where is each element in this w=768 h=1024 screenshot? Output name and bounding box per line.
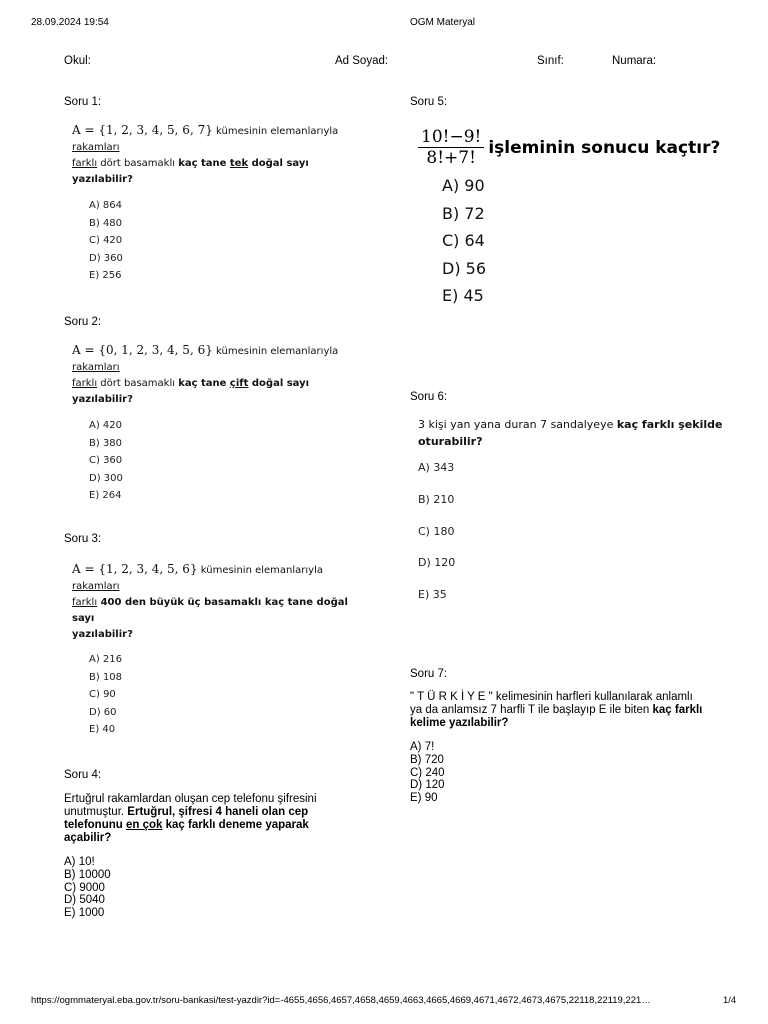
option-e: E) 264 <box>89 490 122 501</box>
question-6 <box>418 416 738 611</box>
question-5 <box>418 127 738 310</box>
set-expression: A = {1, 2, 3, 4, 5, 6} <box>72 562 198 576</box>
print-datetime: 28.09.2024 19:54 <box>31 17 109 28</box>
question-1 <box>72 122 372 285</box>
fraction-expression <box>418 127 484 168</box>
question-1-text: A = {1, 2, 3, 4, 5, 6, 7} kümesinin elemanlarıyla rakamları farklı dört basamaklı kaç tane tek doğal sayı yazılabilir? <box>72 123 339 185</box>
option-a: A) 216 <box>89 654 123 665</box>
school-label: Okul: <box>64 55 91 67</box>
question-4-options <box>64 856 364 920</box>
option-d: D) 360 <box>89 252 123 264</box>
question-7-label: Soru 7: <box>410 668 448 680</box>
question-2-text: A = {0, 1, 2, 3, 4, 5, 6} kümesinin elemanlarıyla rakamları farklı dört basamaklı kaç tane çift doğal sayı yazılabilir? <box>72 343 339 405</box>
question-4-label: Soru 4: <box>64 769 102 781</box>
question-6-label: Soru 6: <box>410 391 448 403</box>
option-b: B) 108 <box>89 671 123 683</box>
question-2-label: Soru 2: <box>64 316 102 328</box>
option-e: E) 1000 <box>64 907 105 920</box>
question-4 <box>64 793 364 920</box>
question-7-text: " T Ü R K İ Y E " kelimesinin harfleri kullanılarak anlamlı ya da anlamsız 7 harfli T ile başlayıp E ile biten kaç farklı kelime yazılabilir? <box>410 691 703 729</box>
option-b: B) 210 <box>418 492 455 506</box>
number-label: Numara: <box>612 55 657 67</box>
question-3-options <box>89 651 372 739</box>
option-c: C) 90 <box>89 689 116 700</box>
option-b: B) 720 <box>410 753 444 766</box>
option-c: C) 180 <box>418 524 455 538</box>
site-title: OGM Materyal <box>410 17 476 28</box>
option-d: D) 56 <box>442 258 487 278</box>
name-label: Ad Soyad: <box>335 55 389 67</box>
question-7-options <box>410 741 740 805</box>
option-b: B) 380 <box>89 437 123 449</box>
option-a: A) 90 <box>442 176 485 195</box>
option-d: D) 120 <box>410 779 445 792</box>
question-1-options <box>89 197 372 285</box>
question-1-label: Soru 1: <box>64 96 102 108</box>
footer-url: https://ogmmateryal.eba.gov.tr/soru-bankasi/test-yazdir?id=-4655,4656,4657,4658,4659,4663,4665,4669,4671,4672,4673,4675,22118,22119,221… <box>31 995 651 1006</box>
fraction-numerator: 10!−9! <box>418 127 484 148</box>
option-b: B) 10000 <box>64 868 111 881</box>
question-3 <box>72 561 372 739</box>
option-a: A) 864 <box>89 200 123 211</box>
question-3-label: Soru 3: <box>64 533 102 545</box>
option-c: C) 64 <box>442 231 485 250</box>
question-6-text: 3 kişi yan yana duran 7 sandalyeye kaç farklı şekilde oturabilir? <box>418 418 723 448</box>
option-d: D) 60 <box>89 706 117 718</box>
option-a: A) 7! <box>410 741 435 753</box>
option-a: A) 10! <box>64 856 95 868</box>
option-c: C) 360 <box>89 455 123 466</box>
option-e: E) 256 <box>89 270 122 281</box>
option-e: E) 90 <box>410 792 438 805</box>
option-a: A) 420 <box>89 420 123 431</box>
question-7 <box>410 691 740 805</box>
option-e: E) 40 <box>89 724 116 735</box>
option-b: B) 72 <box>442 203 485 223</box>
class-label: Sınıf: <box>537 55 564 67</box>
question-2-options <box>89 417 372 505</box>
set-expression: A = {0, 1, 2, 3, 4, 5, 6} <box>72 343 213 357</box>
fraction-denominator: 8!+7! <box>426 148 476 168</box>
option-d: D) 120 <box>418 556 456 570</box>
question-5-options <box>442 172 738 310</box>
question-6-options <box>418 452 738 611</box>
option-a: A) 343 <box>418 461 455 474</box>
option-d: D) 300 <box>89 472 123 484</box>
option-c: C) 420 <box>89 235 123 246</box>
set-expression: A = {1, 2, 3, 4, 5, 6, 7} <box>72 123 213 137</box>
option-c: C) 240 <box>410 766 445 779</box>
question-3-text: A = {1, 2, 3, 4, 5, 6} kümesinin elemanlarıyla rakamları farklı 400 den büyük üç basamaklı kaç tane doğal sayı yazılabilir? <box>72 562 348 640</box>
question-2 <box>72 342 372 505</box>
page-number: 1/4 <box>723 995 737 1006</box>
question-5-label: Soru 5: <box>410 96 448 108</box>
option-b: B) 480 <box>89 217 123 229</box>
option-e: E) 45 <box>442 286 484 305</box>
option-c: C) 9000 <box>64 881 105 894</box>
option-d: D) 5040 <box>64 894 105 907</box>
option-e: E) 35 <box>418 588 447 602</box>
question-5-text: $\frac{10!-9!}{8!+7!}$ işleminin sonucu kaçtır? <box>418 127 738 168</box>
question-4-text: Ertuğrul rakamlardan oluşan cep telefonu şifresini unutmuştur. Ertuğrul, şifresi 4 haneli olan cep telefonunu en çok kaç farklı deneme yaparak açabilir? <box>64 793 317 844</box>
